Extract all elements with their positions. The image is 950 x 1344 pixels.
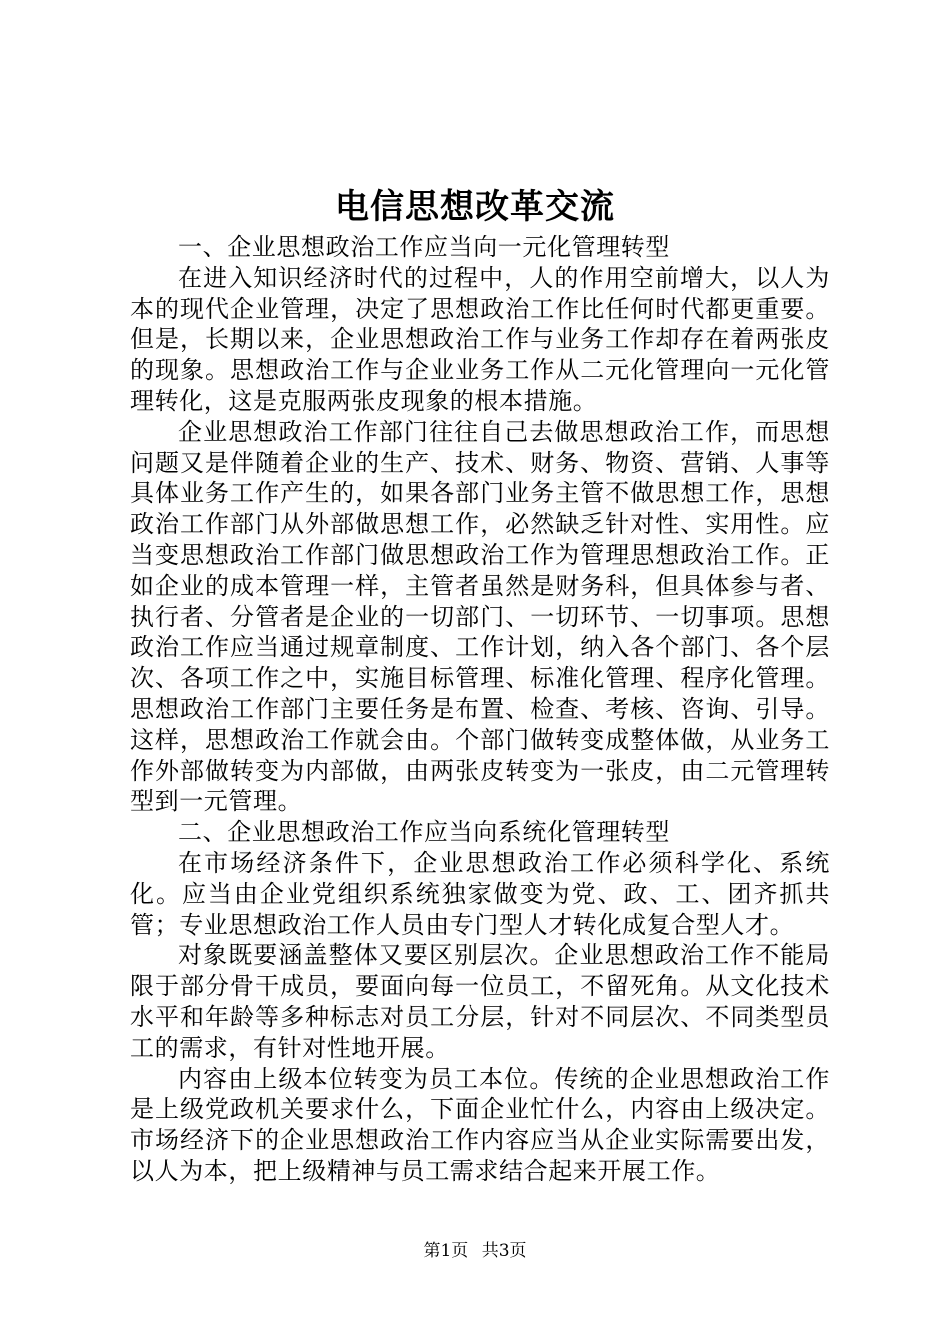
page-footer: [0, 1239, 950, 1263]
paragraph: 在进入知识经济时代的过程中，人的作用空前增大，以人为本的现代企业管理，决定了思想政治工作比任何时代都更重要。但是，长期以来，企业思想政治工作与业务工作却存在着两张皮的现象。思想政治工作与企业业务工作从二元化管理向一元化管理转化，这是克服两张皮现象的根本措施。: [130, 263, 830, 415]
document-body: [130, 232, 830, 1187]
section-heading-2: 二、企业思想政治工作应当向系统化管理转型: [178, 818, 670, 847]
paragraph: 对象既要涵盖整体又要区别层次。企业思想政治工作不能局限于部分骨干成员，要面向每一位员工，不留死角。从文化技术水平和年龄等多种标志对员工分层，针对不同层次、不同类型员工的需求，有针对性地开展。: [130, 941, 830, 1062]
section-heading-1: 一、企业思想政治工作应当向一元化管理转型: [178, 233, 670, 261]
paragraph: 在市场经济条件下，企业思想政治工作必须科学化、系统化。应当由企业党组织系统独家做变为党、政、工、团齐抓共管；专业思想政治工作人员由专门型人才转化成复合型人才。: [130, 848, 830, 939]
paragraph: 内容由上级本位转变为员工本位。传统的企业思想政治工作是上级党政机关要求什么，下面企业忙什么，内容由上级决定。市场经济下的企业思想政治工作内容应当从企业实际需要出发，以人为本，把上级精神与员工需求结合起来开展工作。: [130, 1064, 830, 1185]
paragraph: 企业思想政治工作部门往往自己去做思想政治工作，而思想问题又是伴随着企业的生产、技术、财务、物资、营销、人事等具体业务工作产生的，如果各部门业务主管不做思想工作，思想政治工作部门从外部做思想工作，必然缺乏针对性、实用性。应当变思想政治工作部门做思想政治工作为管理思想政治工作。正如企业的成本管理一样，主管者虽然是财务科，但具体参与者、执行者、分管者是企业的一切部门、一切环节、一切事项。思想政治工作应当通过规章制度、工作计划，纳入各个部门、各个层次、各项工作之中，实施目标管理、标准化管理、程序化管理。思想政治工作部门主要任务是布置、检查、考核、咨询、引导。这样，思想政治工作就会由。个部门做转变成整体做，从业务工作外部做转变为内部做，由两张皮转变为一张皮，由二元管理转型到一元管理。: [130, 417, 830, 816]
document-title: 电信思想改革交流: [335, 187, 615, 227]
page-total: 共3页: [481, 1241, 527, 1261]
page-number: 第1页: [423, 1241, 469, 1261]
